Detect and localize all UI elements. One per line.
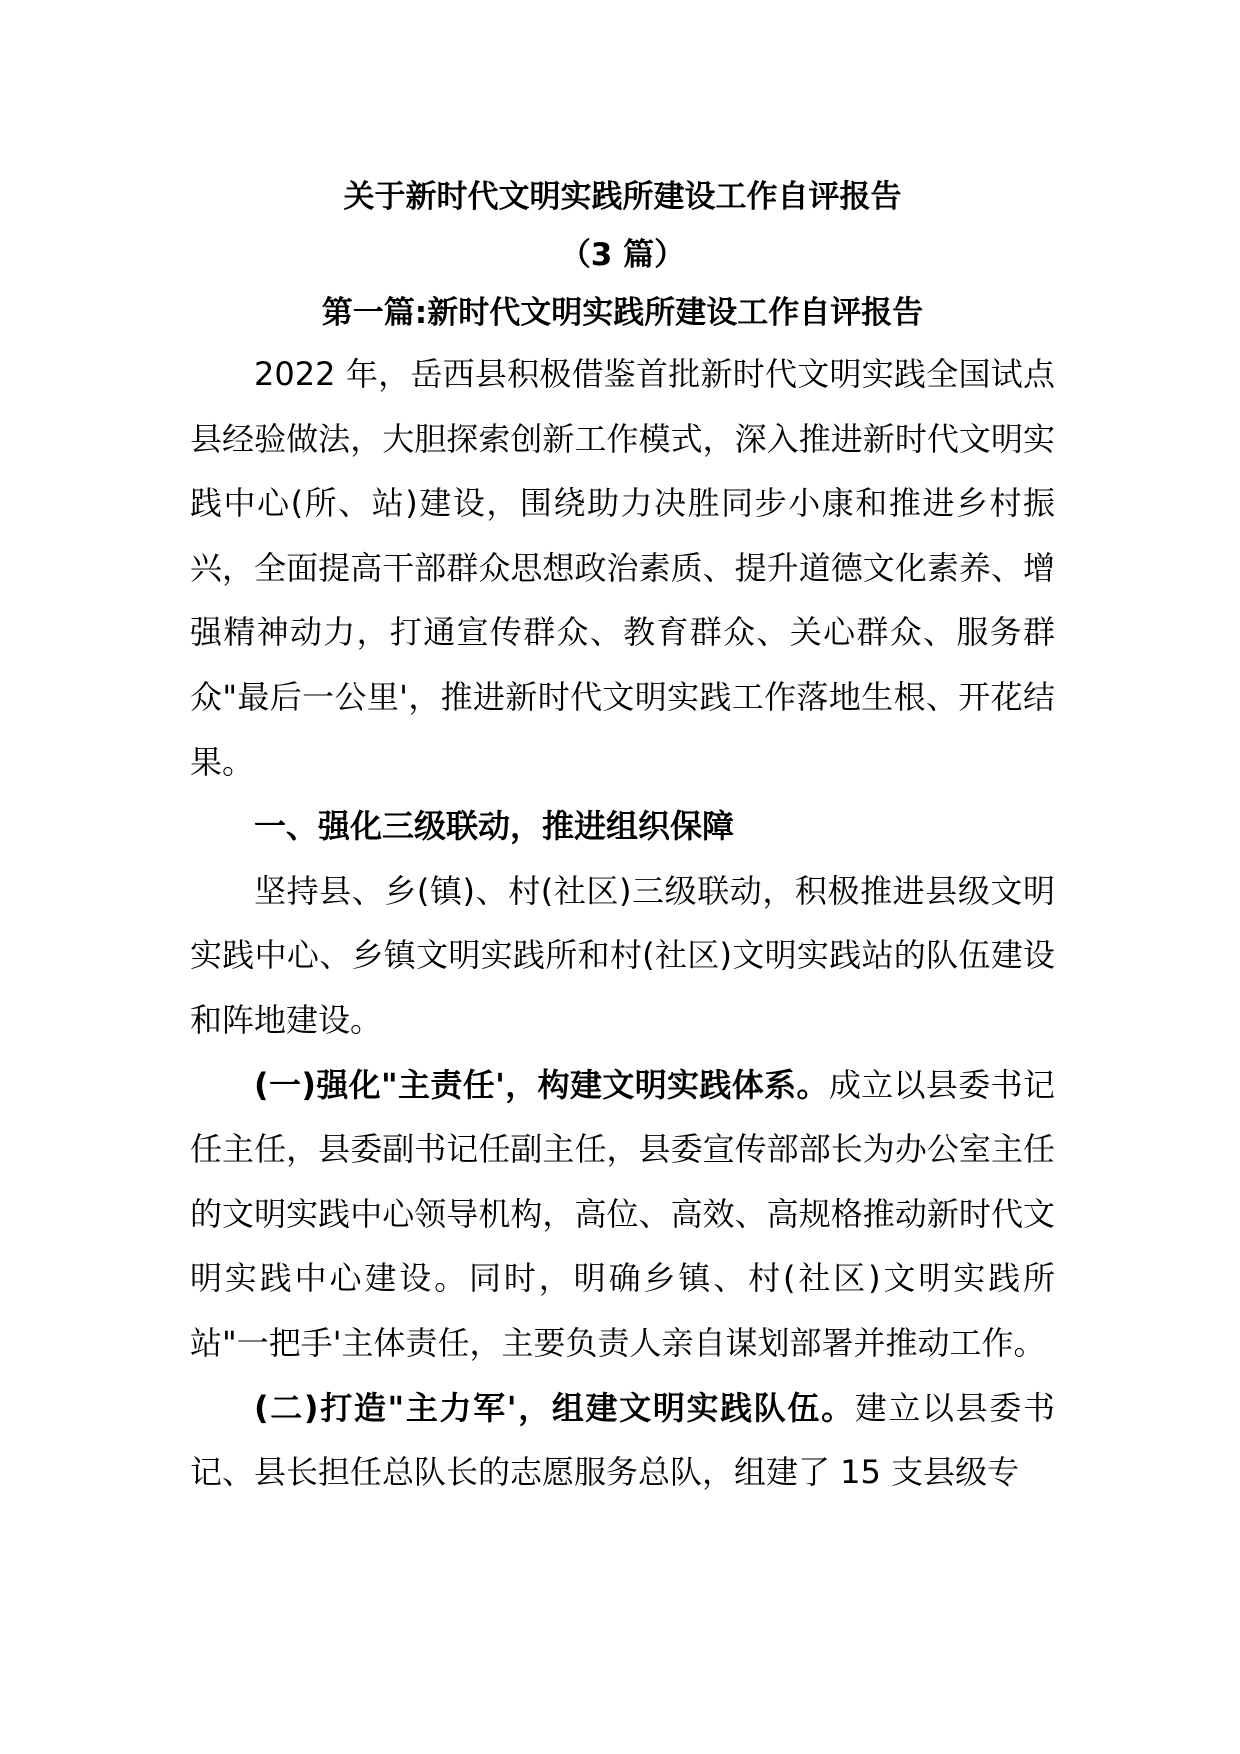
- paragraph-item-1: [190, 1053, 1055, 1376]
- paragraph-intro: 2022 年，岳西县积极借鉴首批新时代文明实践全国试点县经验做法，大胆探索创新工作模式，深入推进新时代文明实践中心(所、站)建设，围绕助力决胜同步小康和推进乡村振兴，全面提高干部群众思想政治素质、提升道德文化素养、增强精神动力，打通宣传群众、教育群众、关心群众、服务群众"最后一公里'，推进新时代文明实践工作落地生根、开花结果。: [190, 355, 1055, 781]
- item-2-text: 建立以县委书记、县长担任总队长的志愿服务总队，组建了 15 支县级专: [190, 1388, 1055, 1492]
- paragraph-section1: 坚持县、乡(镇)、村(社区)三级联动，积极推进县级文明实践中心、乡镇文明实践所和村(社区)文明实践站的队伍建设和阵地建设。: [190, 871, 1055, 1039]
- document-subtitle: 第一篇:新时代文明实践所建设工作自评报告: [321, 295, 924, 331]
- section-heading-1: 一、强化三级联动，推进组织保障: [254, 807, 735, 846]
- item-1-text: 成立以县委书记任主任，县委副书记任副主任，县委宣传部部长为办公室主任的文明实践中心领导机构，高位、高效、高规格推动新时代文明实践中心建设。同时，明确乡镇、村(社区)文明实践所站"一把手'主体责任，主要负责人亲自谋划部署并推动工作。: [190, 1065, 1055, 1362]
- document-title: 关于新时代文明实践所建设工作自评报告: [343, 179, 902, 215]
- item-2-heading: (二)打造"主力军'，组建文明实践队伍。: [254, 1388, 855, 1427]
- item-1-heading: (一)强化"主责任'，构建文明实践体系。: [254, 1065, 829, 1104]
- document-content: [190, 168, 1055, 1505]
- paragraph-item-2: [190, 1376, 1055, 1505]
- document-title-count: （3 篇）: [559, 237, 686, 273]
